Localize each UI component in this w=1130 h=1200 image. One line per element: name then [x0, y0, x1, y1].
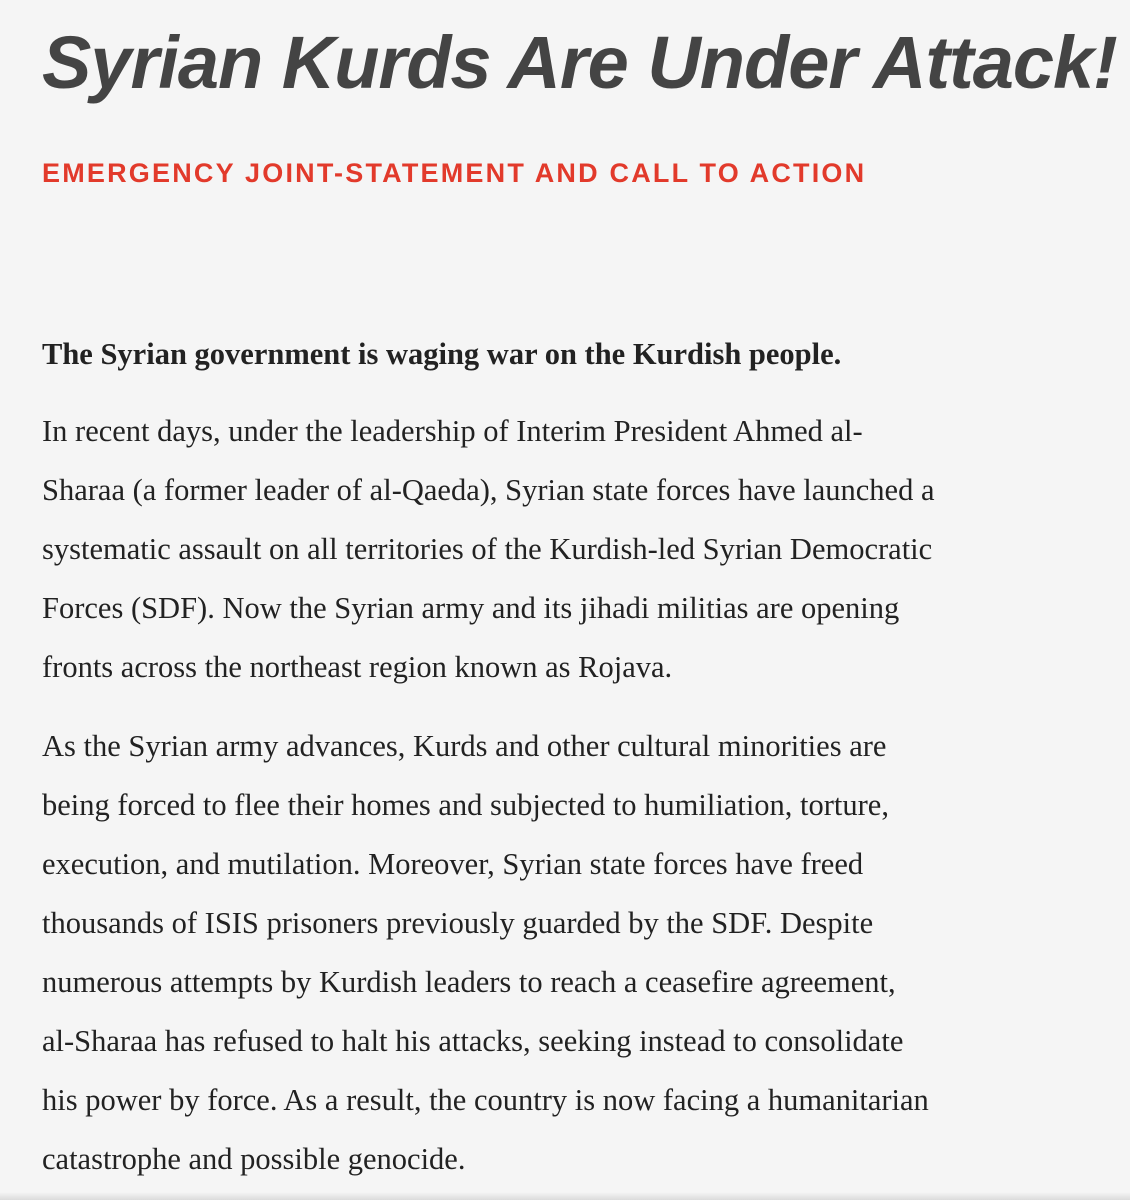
paragraph-1-line: fronts across the northeast region known as Rojava.: [42, 650, 673, 684]
paragraph-1-line: Forces (SDF). Now the Syrian army and its jihadi militias are opening: [42, 591, 900, 625]
paragraph-1-line: In recent days, under the leadership of Interim President Ahmed al-: [42, 414, 863, 448]
paragraph-2-line: execution, and mutilation. Moreover, Syrian state forces have freed: [42, 847, 864, 881]
paragraph-1: [42, 402, 1102, 697]
paragraph-2-line: catastrophe and possible genocide.: [42, 1142, 466, 1176]
paragraph-2: [42, 717, 1102, 1189]
paragraph-2-line: his power by force. As a result, the country is now facing a humanitarian: [42, 1083, 929, 1117]
paragraph-1-line: systematic assault on all territories of the Kurdish-led Syrian Democratic: [42, 532, 933, 566]
paragraph-2-line: al-Sharaa has refused to halt his attacks, seeking instead to consolidate: [42, 1024, 904, 1058]
lead-sentence: The Syrian government is waging war on the Kurdish people.: [42, 337, 842, 371]
paragraph-1-line: Sharaa (a former leader of al-Qaeda), Syrian state forces have launched a: [42, 473, 935, 507]
paragraph-2-line: thousands of ISIS prisoners previously guarded by the SDF. Despite: [42, 906, 874, 940]
paragraph-2-line: being forced to flee their homes and subjected to humiliation, torture,: [42, 788, 889, 822]
paragraph-2-line: numerous attempts by Kurdish leaders to reach a ceasefire agreement,: [42, 965, 896, 999]
bottom-fade: [0, 1192, 1130, 1200]
article-title: Syrian Kurds Are Under Attack!: [42, 21, 1117, 104]
article-body: [42, 325, 1102, 1189]
paragraph-2-line: As the Syrian army advances, Kurds and other cultural minorities are: [42, 729, 887, 763]
article-subtitle: EMERGENCY JOINT-STATEMENT AND CALL TO ACTION: [42, 158, 867, 188]
